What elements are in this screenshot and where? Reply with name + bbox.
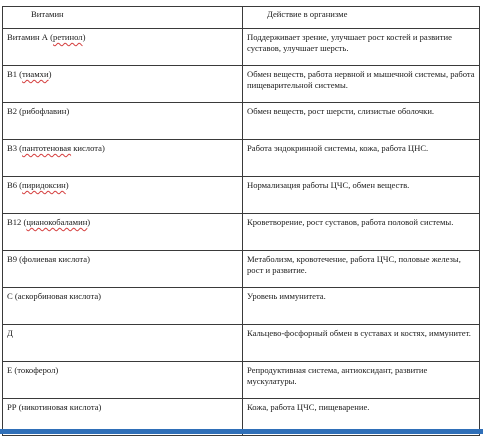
table-row: [3, 325, 480, 362]
vitamin-name: В2 (рибофлавин): [7, 106, 70, 116]
header-effect: Действие в организме: [243, 7, 480, 29]
vitamin-cell[interactable]: [3, 251, 243, 288]
vitamin-name-suffix: ): [48, 69, 52, 79]
vitamin-cell[interactable]: [3, 362, 243, 399]
table-row: [3, 177, 480, 214]
effect-cell[interactable]: Метаболизм, кровотечение, работа ЦЧС, половые железы, рост и развитие.: [243, 251, 480, 288]
table-row: [3, 362, 480, 399]
spellcheck-word: ретинол: [53, 32, 83, 42]
effect-cell[interactable]: Кроветворение, рост суставов, работа половой системы.: [243, 214, 480, 251]
effect-cell[interactable]: Работа эндокринной системы, кожа, работа ЦНС.: [243, 140, 480, 177]
table-header-row: [3, 7, 480, 29]
vitamin-cell[interactable]: [3, 288, 243, 325]
table-row: [3, 103, 480, 140]
vitamin-name: РР (никотиновая кислота): [7, 402, 102, 412]
effect-cell[interactable]: Репродуктивная система, антиоксидант, развитие мускулатуры.: [243, 362, 480, 399]
spellcheck-word: тиамхи: [22, 69, 49, 79]
vitamin-cell[interactable]: [3, 177, 243, 214]
vitamin-name-suffix: ): [82, 32, 86, 42]
header-vitamin: Витамин: [3, 7, 243, 29]
spellcheck-word: пиридоксин: [22, 180, 66, 190]
vitamin-name: Д: [7, 328, 13, 338]
vitamin-cell[interactable]: [3, 214, 243, 251]
vitamin-name: Е (токоферол): [7, 365, 59, 375]
effect-cell[interactable]: Кальцево-фосфорный обмен в суставах и костях, иммунитет.: [243, 325, 480, 362]
vitamin-cell[interactable]: [3, 325, 243, 362]
vitamin-cell[interactable]: [3, 140, 243, 177]
vitamin-name: В9 (фолиевая кислота): [7, 254, 90, 264]
vitamin-name-suffix: ): [87, 217, 91, 227]
table-row: [3, 29, 480, 66]
vitamin-name-suffix: ): [65, 180, 69, 190]
effect-cell[interactable]: Обмен веществ, работа нервной и мышечной системы, работа пищеварительной системы.: [243, 66, 480, 103]
window-bottom-bar: [0, 429, 483, 434]
vitamin-name: В3 (: [7, 143, 23, 153]
table-row: [3, 251, 480, 288]
table-row: [3, 66, 480, 103]
effect-cell[interactable]: Поддерживает зрение, улучшает рост костей и развитие суставов, улучшает шерсть.: [243, 29, 480, 66]
effect-cell[interactable]: Кожа, работа ЦЧС, пищеварение.: [243, 399, 480, 436]
vitamin-cell[interactable]: [3, 66, 243, 103]
vitamin-name: В6 (: [7, 180, 23, 190]
vitamin-table: [2, 6, 480, 436]
vitamin-name: В12 (: [7, 217, 27, 227]
vitamin-name-suffix: кислота): [71, 143, 105, 153]
spellcheck-word: пантотеновая: [22, 143, 72, 153]
vitamin-cell[interactable]: [3, 103, 243, 140]
table-row: [3, 288, 480, 325]
table-row: [3, 140, 480, 177]
spellcheck-word: цианокобаламин: [26, 217, 88, 227]
effect-cell[interactable]: Нормализация работы ЦЧС, обмен веществ.: [243, 177, 480, 214]
vitamin-name: В1 (: [7, 69, 23, 79]
effect-cell[interactable]: Обмен веществ, рост шерсти, слизистые оболочки.: [243, 103, 480, 140]
vitamin-name: С (аскорбиновая кислота): [7, 291, 102, 301]
vitamin-cell[interactable]: [3, 29, 243, 66]
vitamin-name: Витамин А (: [7, 32, 54, 42]
effect-cell[interactable]: Уровень иммунитета.: [243, 288, 480, 325]
table-row: [3, 214, 480, 251]
